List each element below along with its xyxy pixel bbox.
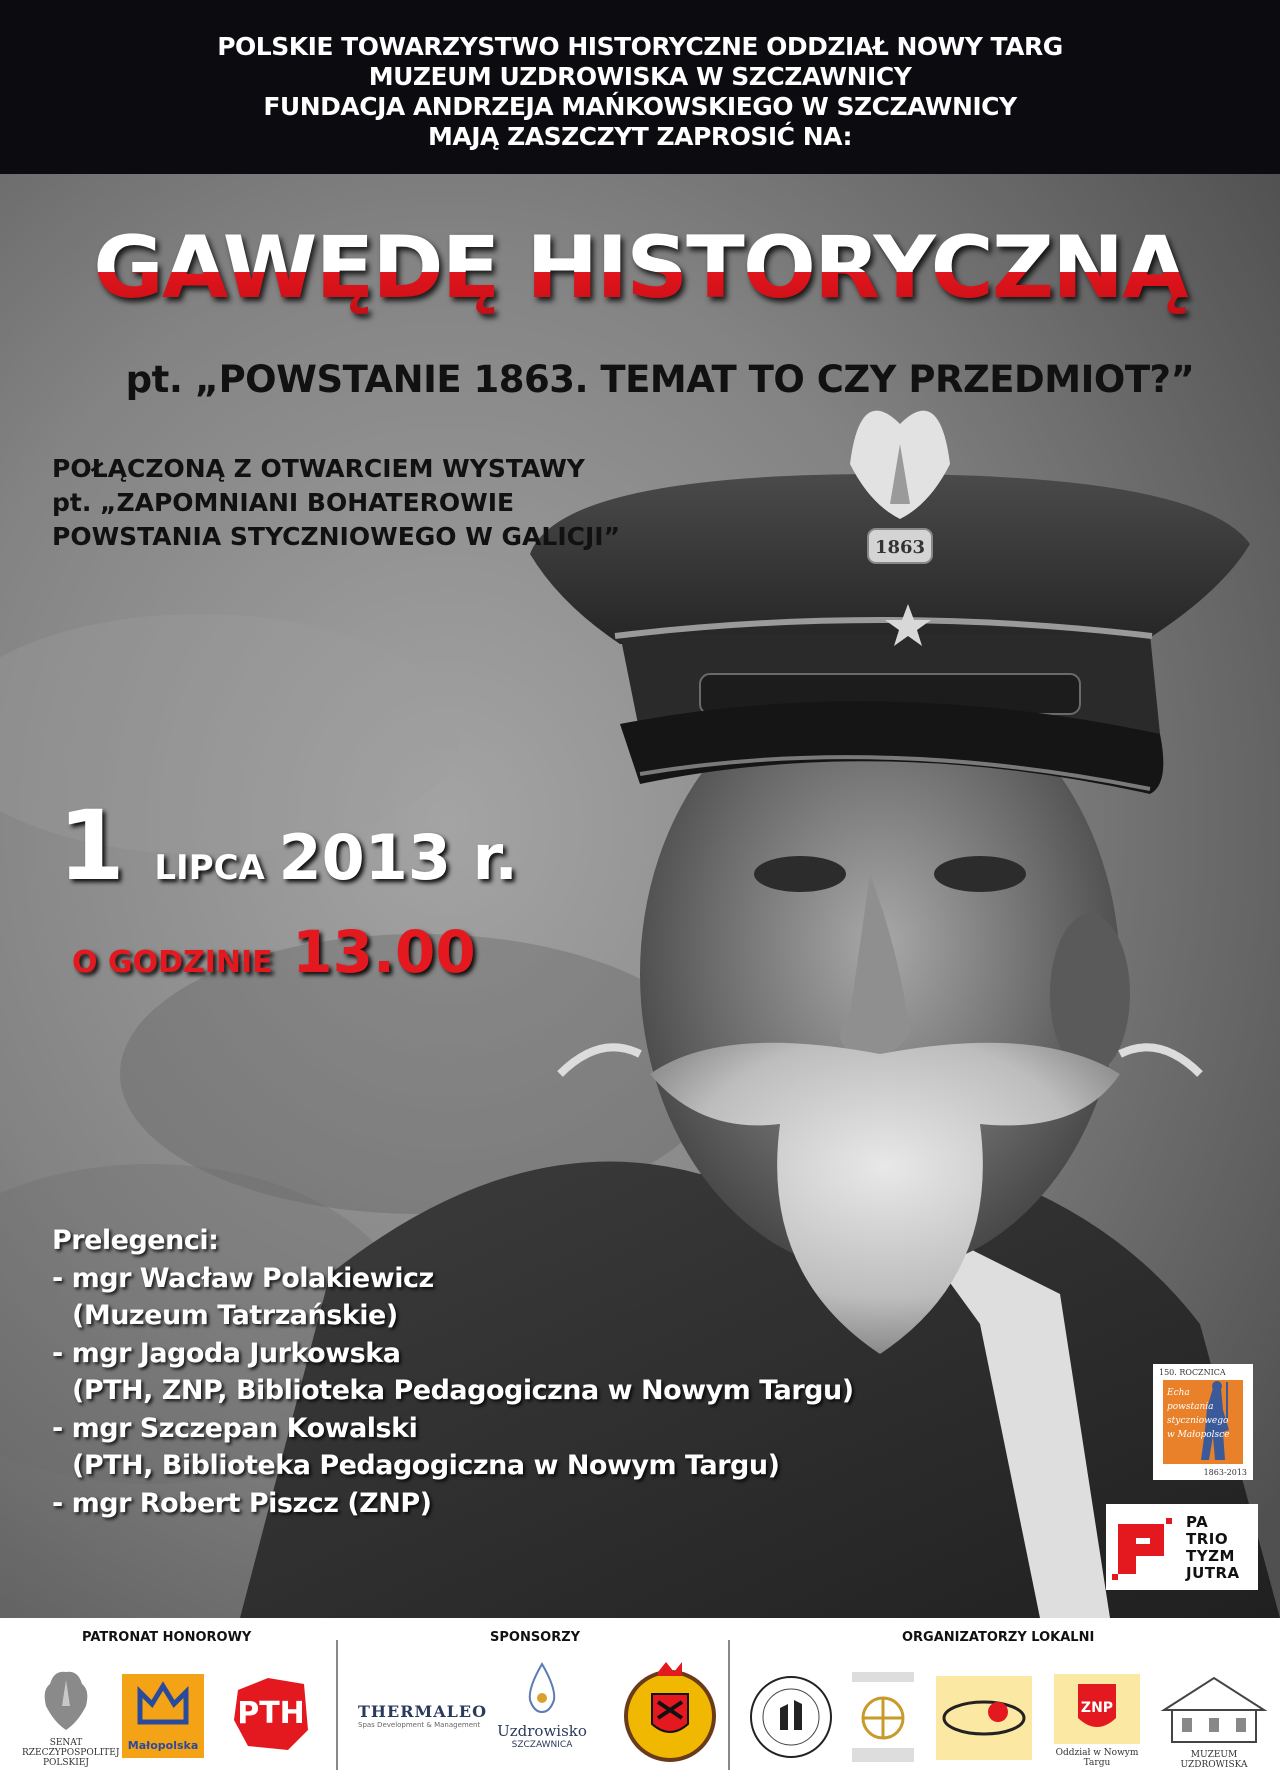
badge-year: 1863 <box>874 537 926 558</box>
exhibition-line-2: pt. „ZAPOMNIANI BOHATEROWIE <box>52 488 515 517</box>
header-line-1: POLSKIE TOWARZYSTWO HISTORYCZNE ODDZIAŁ NOWY TARG <box>217 32 1063 61</box>
malopolska-crown-icon <box>122 1674 204 1734</box>
fundacja-mankowskiego-seal <box>622 1658 718 1764</box>
speaker-line: - mgr Wacław Polakiewicz <box>52 1262 434 1294</box>
speaker-line: - mgr Robert Piszcz (ZNP) <box>52 1487 432 1519</box>
patriot-line-2: TRIO <box>1186 1530 1229 1548</box>
thermaleo-text: THERMALEO <box>358 1702 488 1721</box>
header-line-2: MUZEUM UZDROWISKA W SZCZAWNICY <box>368 62 912 91</box>
muzeum-uzdrowiska-logo <box>1160 1670 1268 1770</box>
fundacja-seal-icon <box>622 1658 718 1764</box>
pth-nowy-targ-logo <box>748 1674 834 1760</box>
footer-divider <box>336 1640 338 1770</box>
znp-text: ZNP <box>1080 1700 1114 1716</box>
anniversary-text-3: styczniowego <box>1167 1416 1229 1426</box>
event-date <box>58 790 518 902</box>
pth-logo <box>228 1670 314 1756</box>
organizers-header <box>0 0 1280 174</box>
exhibition-line-1: POŁĄCZONĄ Z OTWARCIEM WYSTAWY <box>52 454 585 483</box>
patriotyzm-text <box>1186 1514 1240 1582</box>
anniversary-text <box>1167 1386 1230 1442</box>
event-subtitle: pt. „POWSTANIE 1863. TEMAT TO CZY PRZEDMIOT?” <box>125 358 1195 401</box>
patriot-line-4: JUTRA <box>1186 1564 1240 1582</box>
speaker-affiliation: (PTH, ZNP, Biblioteka Pedagogiczna w Nowym Targu) <box>72 1375 854 1406</box>
speaker-affiliation: (PTH, Biblioteka Pedagogiczna w Nowym Targu) <box>72 1450 780 1481</box>
speaker-affiliation: (Muzeum Tatrzańskie) <box>72 1300 398 1331</box>
patriotyzm-p-icon <box>1106 1504 1186 1590</box>
speakers-list <box>52 1222 854 1522</box>
senat-eagle-icon <box>36 1666 96 1736</box>
patronat-label: PATRONAT HONOROWY <box>82 1630 252 1645</box>
muzeum-building-icon <box>1160 1670 1268 1746</box>
sponsors-footer <box>0 1618 1280 1792</box>
uzdrowisko-logo <box>492 1658 592 1768</box>
biblioteka-ornament-icon <box>846 1668 920 1768</box>
thermaleo-subtext: Spas Development & Management <box>358 1721 481 1729</box>
thermaleo-logo <box>358 1702 488 1729</box>
event-time-label: O GODZINIE <box>72 945 273 980</box>
header-line-3: FUNDACJA ANDRZEJA MAŃKOWSKIEGO W SZCZAWNICY <box>263 92 1017 121</box>
malopolska-text: Małopolska <box>127 1739 199 1752</box>
znp-logo <box>1054 1674 1140 1768</box>
event-day: 1 <box>58 790 125 902</box>
patriot-line-1: PA <box>1186 1513 1209 1531</box>
exhibition-line-3: POWSTANIA STYCZNIOWEGO W GALICJI” <box>52 522 621 551</box>
speaker-line: - mgr Szczepan Kowalski <box>52 1412 418 1444</box>
pth-text: PTH <box>237 1696 305 1731</box>
exhibition-info <box>52 452 620 554</box>
uzdrowisko-drop-icon <box>492 1658 592 1718</box>
footer-divider <box>728 1640 730 1770</box>
organizatorzy-label: ORGANIZATORZY LOKALNI <box>902 1630 1095 1645</box>
header-line-4: MAJĄ ZASZCZYT ZAPROSIĆ NA: <box>428 122 852 151</box>
senat-caption: SENAT RZECZYPOSPOLITEJ POLSKIEJ <box>22 1738 120 1768</box>
biblioteka-pedagogiczna-logo <box>846 1668 920 1768</box>
malopolska-logo <box>122 1674 204 1758</box>
filia-nowy-targ-logo <box>936 1676 1032 1760</box>
sponsorzy-label: SPONSORZY <box>490 1630 581 1645</box>
speaker-line: - mgr Jagoda Jurkowska <box>52 1337 401 1369</box>
event-month: LIPCA <box>154 848 265 888</box>
event-title: GAWĘDĘ HISTORYCZNĄ <box>0 218 1280 318</box>
patriotyzm-jutra-logo <box>1106 1504 1258 1590</box>
patriot-line-3: TYZM <box>1186 1547 1235 1565</box>
speakers-heading: Prelegenci: <box>52 1225 219 1256</box>
uzdrowisko-subtext: SZCZAWNICA <box>511 1740 573 1750</box>
anniversary-text-1: Echa <box>1167 1388 1190 1398</box>
uzdrowisko-text: Uzdrowisko <box>497 1722 587 1740</box>
znp-caption: Oddział w Nowym Targu <box>1055 1748 1139 1768</box>
anniversary-years: 1863-2013 <box>1203 1468 1247 1477</box>
event-time <box>72 918 476 986</box>
anniversary-text-4: w Małopolsce <box>1167 1430 1230 1440</box>
pth-nowy-targ-icon <box>748 1674 834 1760</box>
anniversary-caption: 150. ROCZNICA <box>1159 1368 1226 1377</box>
anniversary-text-2: powstania <box>1167 1402 1214 1412</box>
event-time-value: 13.00 <box>292 918 476 986</box>
muzeum-caption: MUZEUM UZDROWISKA <box>1180 1750 1248 1770</box>
event-year: 2013 r. <box>278 821 518 894</box>
filia-logo-icon <box>936 1676 1032 1760</box>
anniversary-150-logo <box>1153 1364 1253 1480</box>
